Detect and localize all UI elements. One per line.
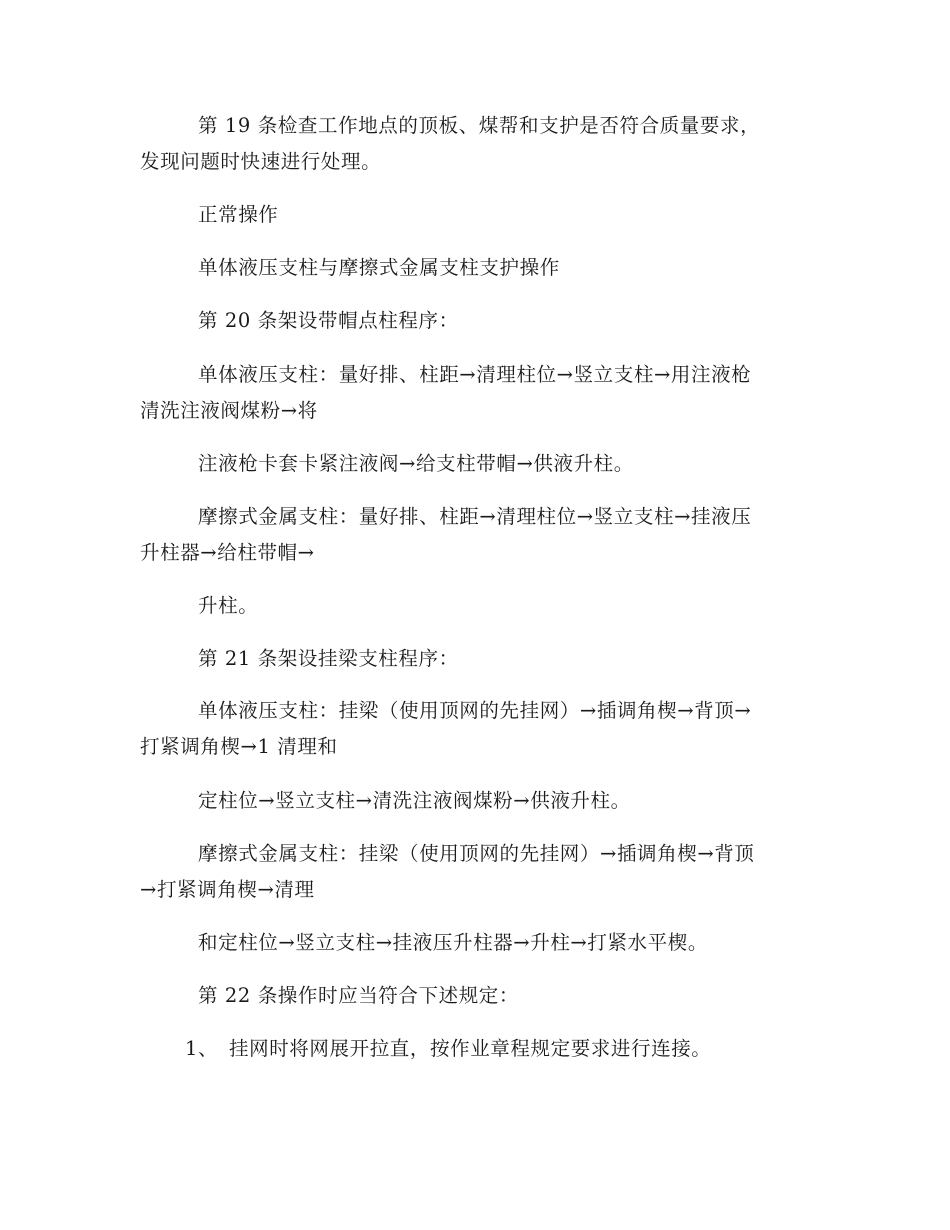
text-line: 清洗注液阀煤粉→将 (140, 399, 318, 422)
text-line: 摩擦式金属支柱：量好排、柱距→清理柱位→竖立支柱→挂液压 (198, 505, 752, 528)
text-line: 正常操作 (198, 203, 279, 226)
text-line: 发现问题时快速进行处理。 (140, 150, 382, 173)
text-line: 第 19 条检查工作地点的顶板、煤帮和支护是否符合质量要求， (198, 114, 761, 137)
paragraph-article-22 (140, 978, 808, 1014)
text-line: 第 22 条操作时应当符合下述规定： (198, 984, 520, 1007)
text-line: 单体液压支柱与摩擦式金属支柱支护操作 (198, 256, 560, 279)
paragraph-article-21 (140, 641, 808, 677)
text-line: 第 20 条架设带帽点柱程序： (198, 309, 459, 332)
list-item (185, 1031, 825, 1067)
paragraph-hydraulic-prop-procedure (140, 357, 808, 429)
text-line: 和定柱位→竖立支柱→挂液压升柱器→升柱→打紧水平楔。 (198, 931, 708, 954)
paragraph-article-20 (140, 303, 808, 339)
paragraph-hydraulic-prop-procedure-cont (140, 446, 808, 482)
paragraph-friction-prop-procedure (140, 499, 808, 571)
list-item-number: 1、 (185, 1037, 219, 1060)
text-line: 第 21 条架设挂梁支柱程序： (198, 647, 459, 670)
paragraph-friction-prop-procedure-cont (140, 588, 808, 624)
paragraph-hydraulic-beam-procedure-cont (140, 783, 808, 819)
list-item-text: 挂网时将网展开拉直，按作业章程规定要求进行连接。 (229, 1037, 712, 1060)
text-line: 摩擦式金属支柱：挂梁（使用顶网的先挂网）→插调角楔→背顶 (198, 842, 755, 865)
subsection-heading-support-operation (140, 250, 808, 286)
paragraph-friction-beam-procedure-cont (140, 925, 808, 961)
text-line: 打紧调角楔→1 清理和 (140, 735, 338, 758)
text-line: →打紧调角楔→清理 (140, 878, 315, 901)
paragraph-friction-beam-procedure (140, 836, 808, 908)
text-line: 单体液压支柱：量好排、柱距→清理柱位→竖立支柱→用注液枪 (198, 363, 752, 386)
paragraph-hydraulic-beam-procedure (140, 693, 808, 765)
section-heading-normal-operation (140, 197, 808, 233)
text-line: 升柱器→给柱带帽→ (140, 541, 315, 564)
text-line: 升柱。 (198, 594, 259, 617)
text-line: 定柱位→竖立支柱→清洗注液阀煤粉→供液升柱。 (198, 789, 631, 812)
text-line: 注液枪卡套卡紧注液阀→给支柱带帽→供液升柱。 (198, 452, 634, 475)
paragraph-article-19 (140, 108, 808, 180)
text-line: 单体液压支柱：挂梁（使用顶网的先挂网）→插调角楔→背顶→ (198, 699, 752, 722)
